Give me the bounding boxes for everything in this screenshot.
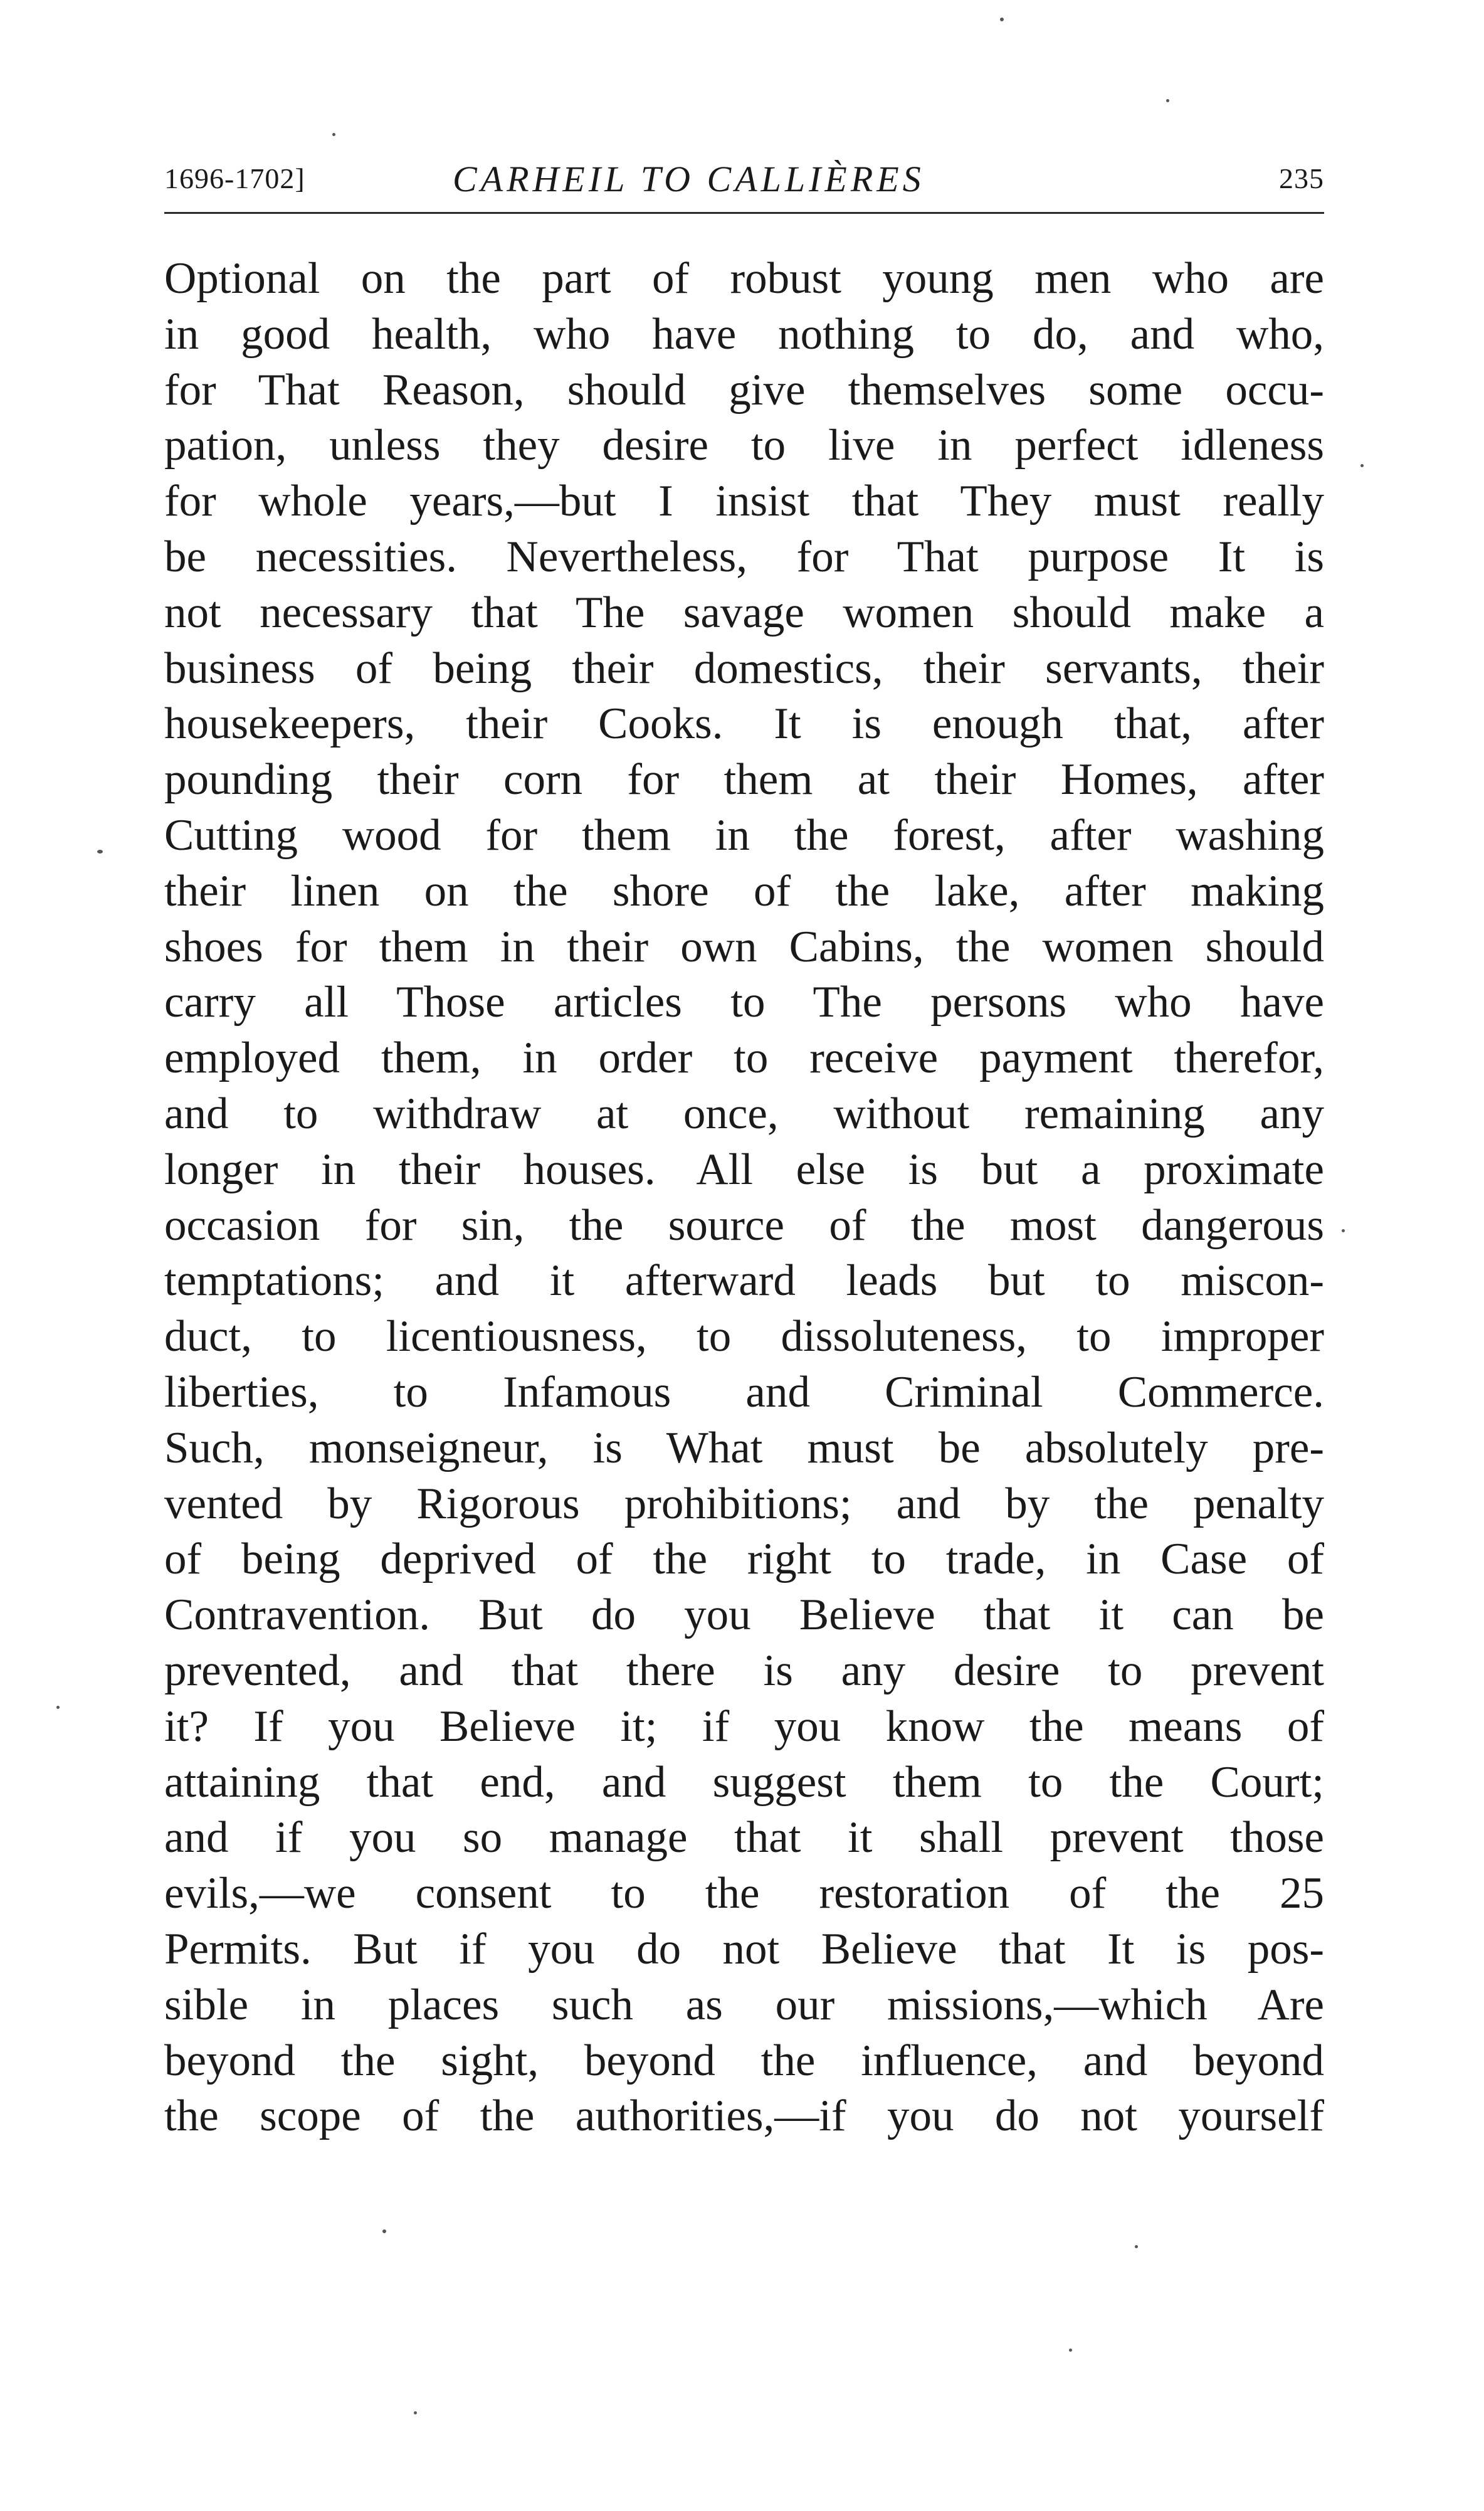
scan-speck	[1069, 2349, 1072, 2352]
running-head-title: CARHEIL TO CALLIÈRES	[453, 159, 925, 199]
text-line: liberties, to Infamous and Criminal Commerce.	[164, 1367, 1324, 1417]
text-line: Cutting wood for them in the forest, after washing	[164, 810, 1324, 860]
scan-speck	[382, 2229, 386, 2233]
scan-speck	[97, 850, 103, 854]
text-line: duct, to licentiousness, to dissoluteness, to improper	[164, 1312, 1324, 1361]
scan-speck	[1135, 2245, 1138, 2248]
text-line: temptations; and it afterward leads but to miscon-	[164, 1256, 1324, 1306]
text-line: Optional on the part of robust young men who are	[164, 254, 1324, 303]
text-line: not necessary that The savage women should make a	[164, 588, 1324, 637]
scan-speck	[56, 1706, 60, 1709]
text-line: it? If you Believe it; if you know the means of	[164, 1701, 1324, 1751]
text-line: for whole years,—but I insist that They must really	[164, 477, 1324, 526]
text-line: housekeepers, their Cooks. It is enough that, after	[164, 699, 1324, 749]
scan-speck	[1342, 1229, 1345, 1232]
text-line: Contravention. But do you Believe that it can be	[164, 1590, 1324, 1640]
text-line: and to withdraw at once, without remaining any	[164, 1089, 1324, 1138]
text-line: be necessities. Nevertheless, for That purpose It is	[164, 532, 1324, 581]
text-line: Such, monseigneur, is What must be absolutely pre-	[164, 1423, 1324, 1472]
text-line: business of being their domestics, their servants, their	[164, 643, 1324, 693]
text-line: and if you so manage that it shall prevent those	[164, 1813, 1324, 1863]
text-line: occasion for sin, the source of the most dangerous	[164, 1200, 1324, 1250]
scan-speck	[414, 2411, 417, 2414]
scan-speck	[1360, 464, 1364, 467]
text-line: evils,—we consent to the restoration of the 25	[164, 1869, 1324, 1918]
text-line: in good health, who have nothing to do, and who,	[164, 309, 1324, 359]
running-head	[164, 154, 1324, 204]
text-line: carry all Those articles to The persons who have	[164, 978, 1324, 1027]
text-line: prevented, and that there is any desire to prevent	[164, 1646, 1324, 1695]
text-line: longer in their houses. All else is but a proximate	[164, 1144, 1324, 1194]
text-line: employed them, in order to receive payment therefor,	[164, 1033, 1324, 1083]
text-line: sible in places such as our missions,—which Are	[164, 1980, 1324, 2029]
text-line: for That Reason, should give themselves some occu-	[164, 365, 1324, 415]
text-line: Permits. But if you do not Believe that It is pos-	[164, 1924, 1324, 1974]
running-head-date-range: 1696-1702]	[164, 162, 305, 194]
text-line: of being deprived of the right to trade, in Case of	[164, 1535, 1324, 1584]
body-text	[164, 251, 1324, 2144]
text-line: their linen on the shore of the lake, after making	[164, 866, 1324, 916]
text-line: vented by Rigorous prohibitions; and by the penalty	[164, 1479, 1324, 1528]
header-rule	[164, 212, 1324, 214]
text-line: beyond the sight, beyond the influence, and beyond	[164, 2036, 1324, 2085]
text-line: pation, unless they desire to live in perfect idleness	[164, 421, 1324, 470]
text-line: pounding their corn for them at their Homes, after	[164, 755, 1324, 805]
text-line: attaining that end, and suggest them to the Court;	[164, 1757, 1324, 1807]
text-line: the scope of the authorities,—if you do not yourself	[164, 2091, 1324, 2141]
scan-speck	[1166, 99, 1169, 102]
scan-speck	[1000, 18, 1004, 21]
text-line: shoes for them in their own Cabins, the women should	[164, 922, 1324, 971]
page-number: 235	[1279, 162, 1324, 194]
scan-speck	[332, 133, 335, 136]
